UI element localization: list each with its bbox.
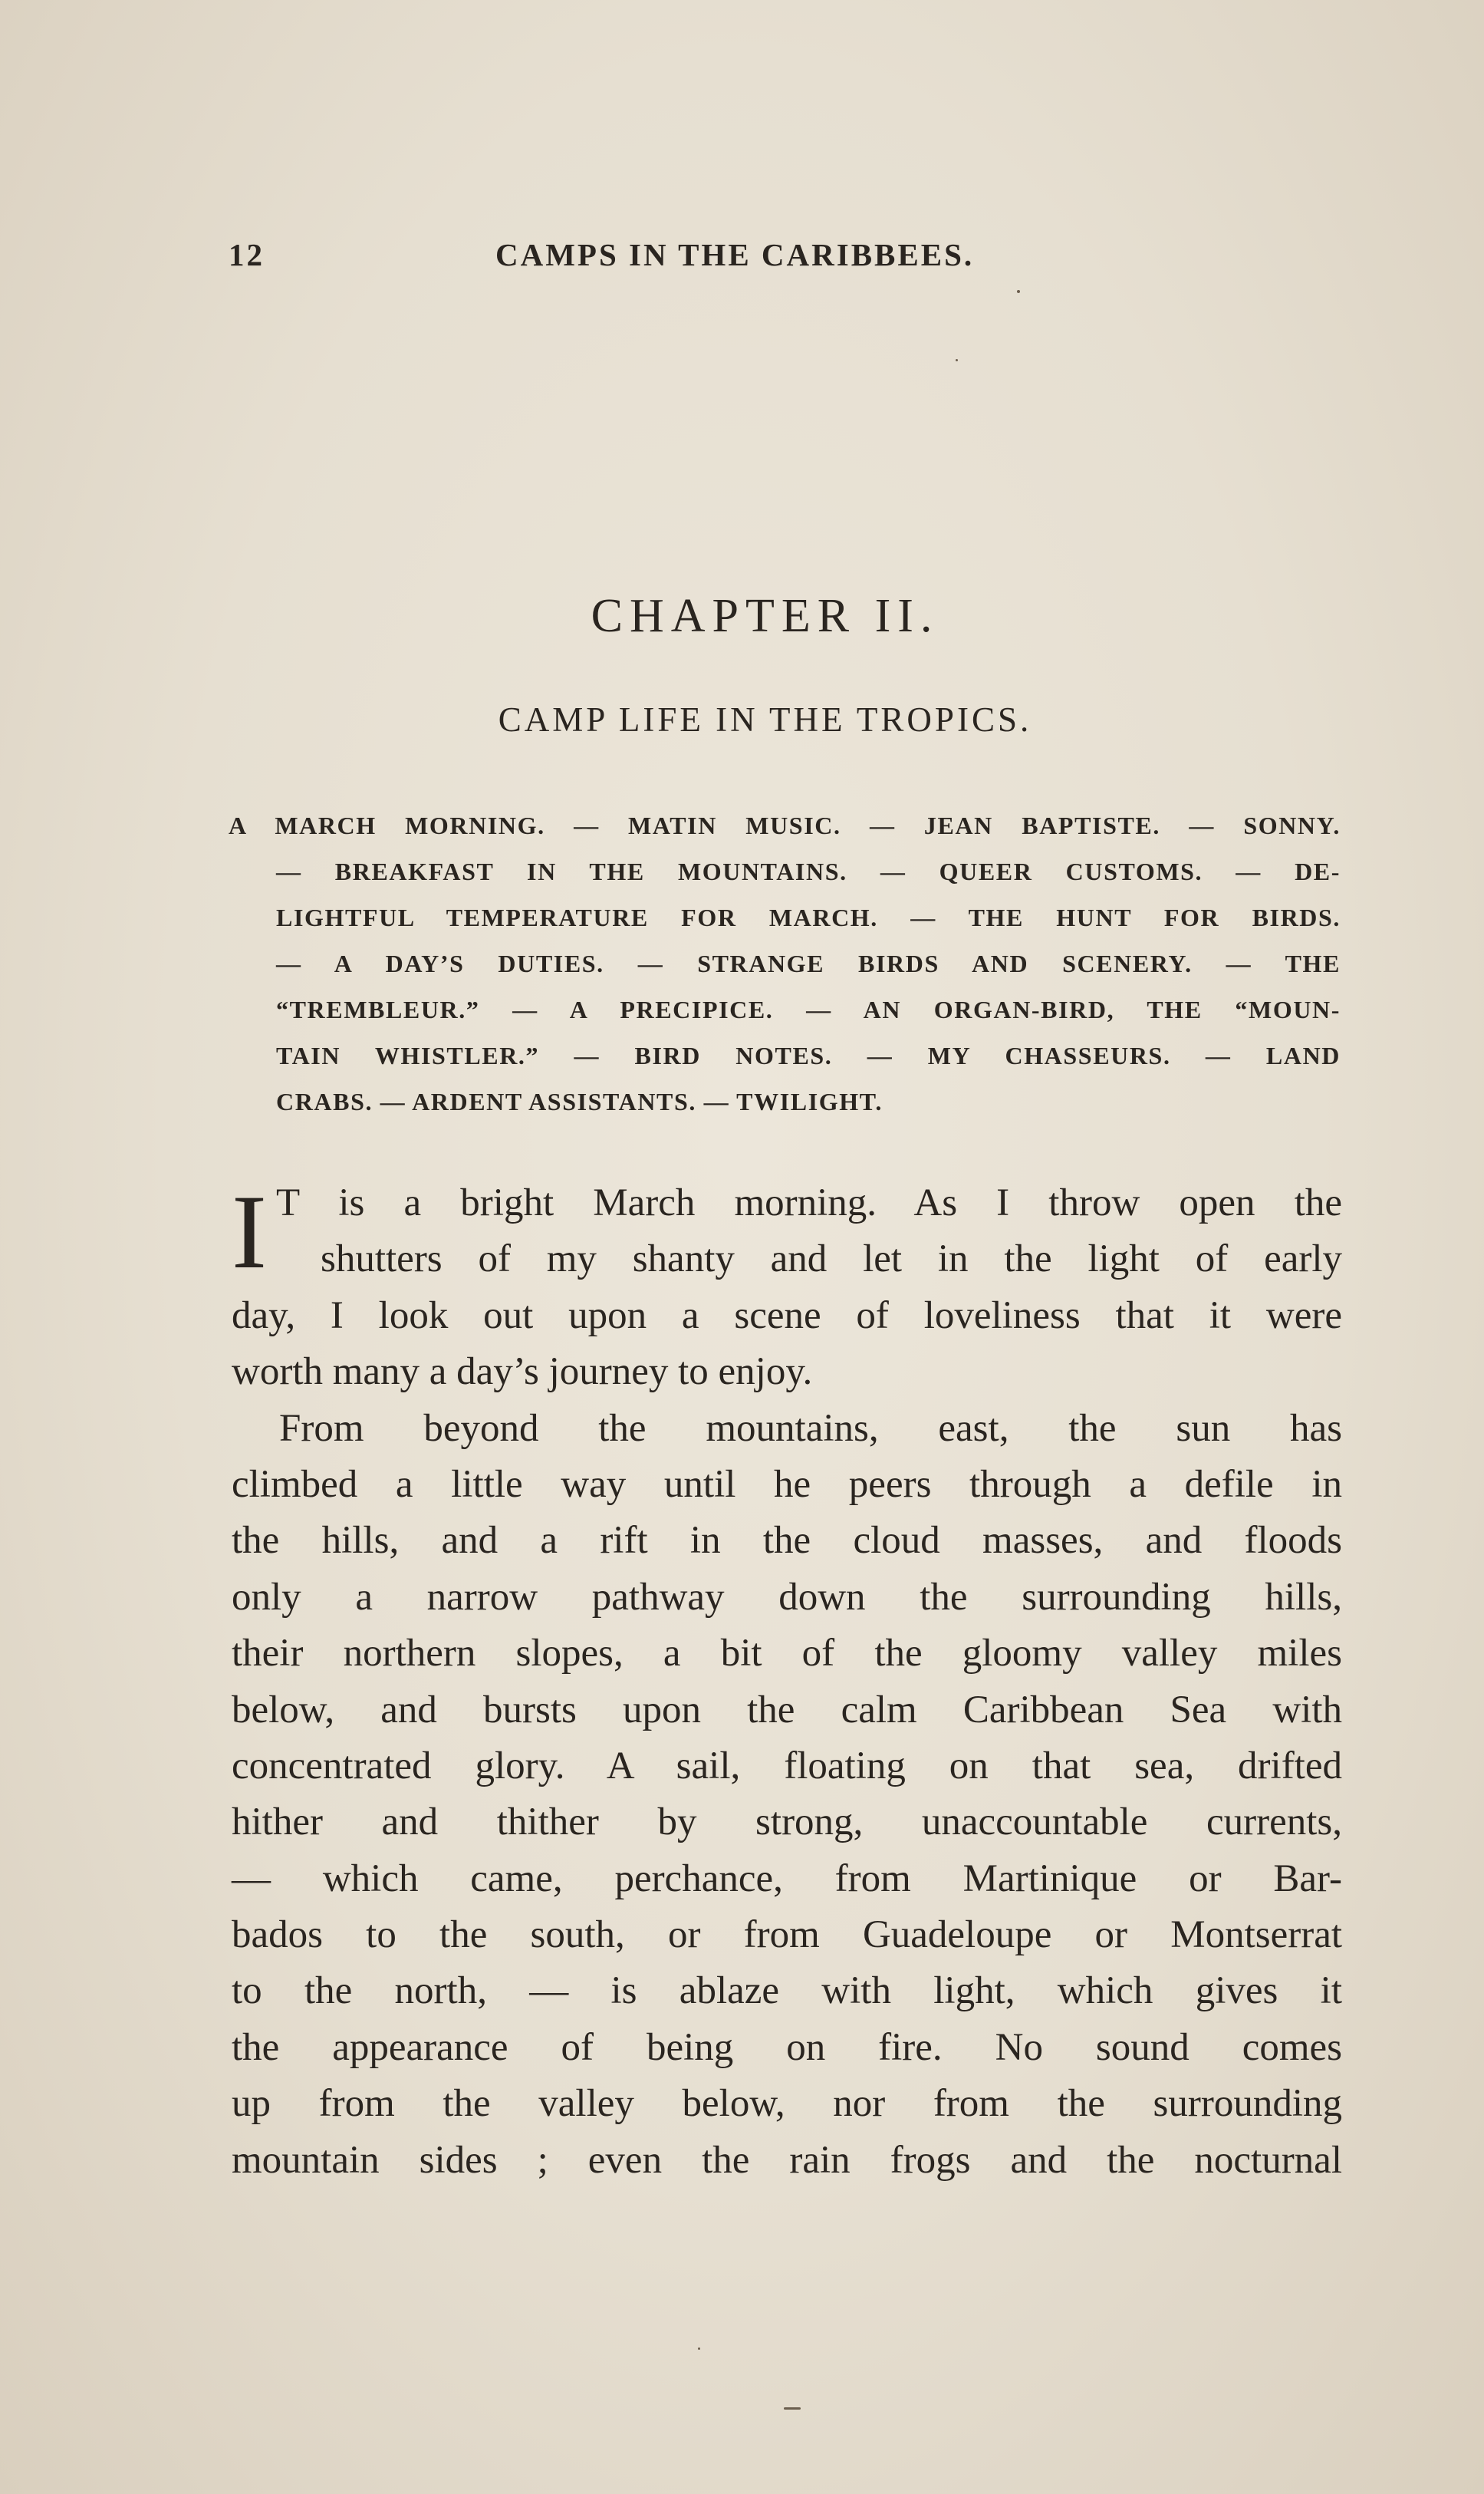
chapter-title: CHAPTER II. <box>591 590 939 642</box>
paper-speck <box>956 359 958 361</box>
text-line: bados to the south, or from Guadeloupe or Montserrat <box>232 1913 1342 1957</box>
chapter-synopsis <box>229 802 1341 1125</box>
text-line: their northern slopes, a bit of the gloomy valley miles <box>232 1632 1342 1675</box>
synopsis-line: — BREAKFAST IN THE MOUNTAINS. — QUEER CUSTOMS. — DE- <box>276 858 1341 885</box>
text-line: From beyond the mountains, east, the sun has <box>279 1406 1342 1450</box>
synopsis-line: CRABS. — ARDENT ASSISTANTS. — TWILIGHT. <box>276 1088 883 1115</box>
synopsis-line: — A DAY’S DUTIES. — STRANGE BIRDS AND SCENERY. — THE <box>276 950 1341 977</box>
paper-speck <box>698 2347 700 2350</box>
synopsis-line: “TREMBLEUR.” — A PRECIPICE. — AN ORGAN-BIRD, THE “MOUN- <box>276 996 1341 1023</box>
book-title: CAMPS IN THE CARIBBEES. <box>495 237 975 272</box>
running-head <box>229 236 1057 290</box>
text-line: hither and thither by strong, unaccountable currents, <box>232 1800 1342 1844</box>
text-line: the hills, and a rift in the cloud masses, and floods <box>232 1519 1342 1563</box>
text-line: the appearance of being on fire. No sound comes <box>232 2025 1342 2069</box>
text-line: below, and bursts upon the calm Caribbean Sea with <box>232 1688 1342 1731</box>
text-line: mountain sides ; even the rain frogs and the nocturnal <box>232 2138 1342 2182</box>
synopsis-line: TAIN WHISTLER.” — BIRD NOTES. — MY CHASSEURS. — LAND <box>276 1042 1341 1069</box>
text-line: day, I look out upon a scene of loveliness that it were <box>232 1293 1342 1337</box>
body-text <box>232 1175 1342 2189</box>
text-line: up from the valley below, nor from the surrounding <box>232 2082 1342 2126</box>
paper-speck <box>784 2407 801 2410</box>
text-line: concentrated glory. A sail, floating on that sea, drifted <box>232 1744 1342 1787</box>
paragraph <box>232 1175 1342 1401</box>
text-line: worth many a day’s journey to enjoy. <box>232 1350 813 1394</box>
paper-speck <box>1017 290 1020 293</box>
drop-cap: I <box>232 1173 267 1290</box>
text-line: T is a bright March morning. As I throw open the <box>276 1181 1342 1224</box>
chapter-subtitle: CAMP LIFE IN THE TROPICS. <box>498 700 1032 739</box>
text-line: shutters of my shanty and let in the light of early <box>321 1237 1342 1281</box>
text-line: — which came, perchance, from Martinique or Bar- <box>232 1856 1342 1900</box>
text-line: to the north, — is ablaze with light, which gives it <box>232 1969 1342 2013</box>
text-line: climbed a little way until he peers through a defile in <box>232 1462 1342 1506</box>
text-line: only a narrow pathway down the surrounding hills, <box>232 1575 1342 1619</box>
synopsis-line: LIGHTFUL TEMPERATURE FOR MARCH. — THE HUNT FOR BIRDS. <box>276 904 1341 931</box>
synopsis-line: A MARCH MORNING. — MATIN MUSIC. — JEAN BAPTISTE. — SONNY. <box>229 812 1341 839</box>
page-number: 12 <box>229 237 265 272</box>
paragraph <box>232 1401 1342 2189</box>
